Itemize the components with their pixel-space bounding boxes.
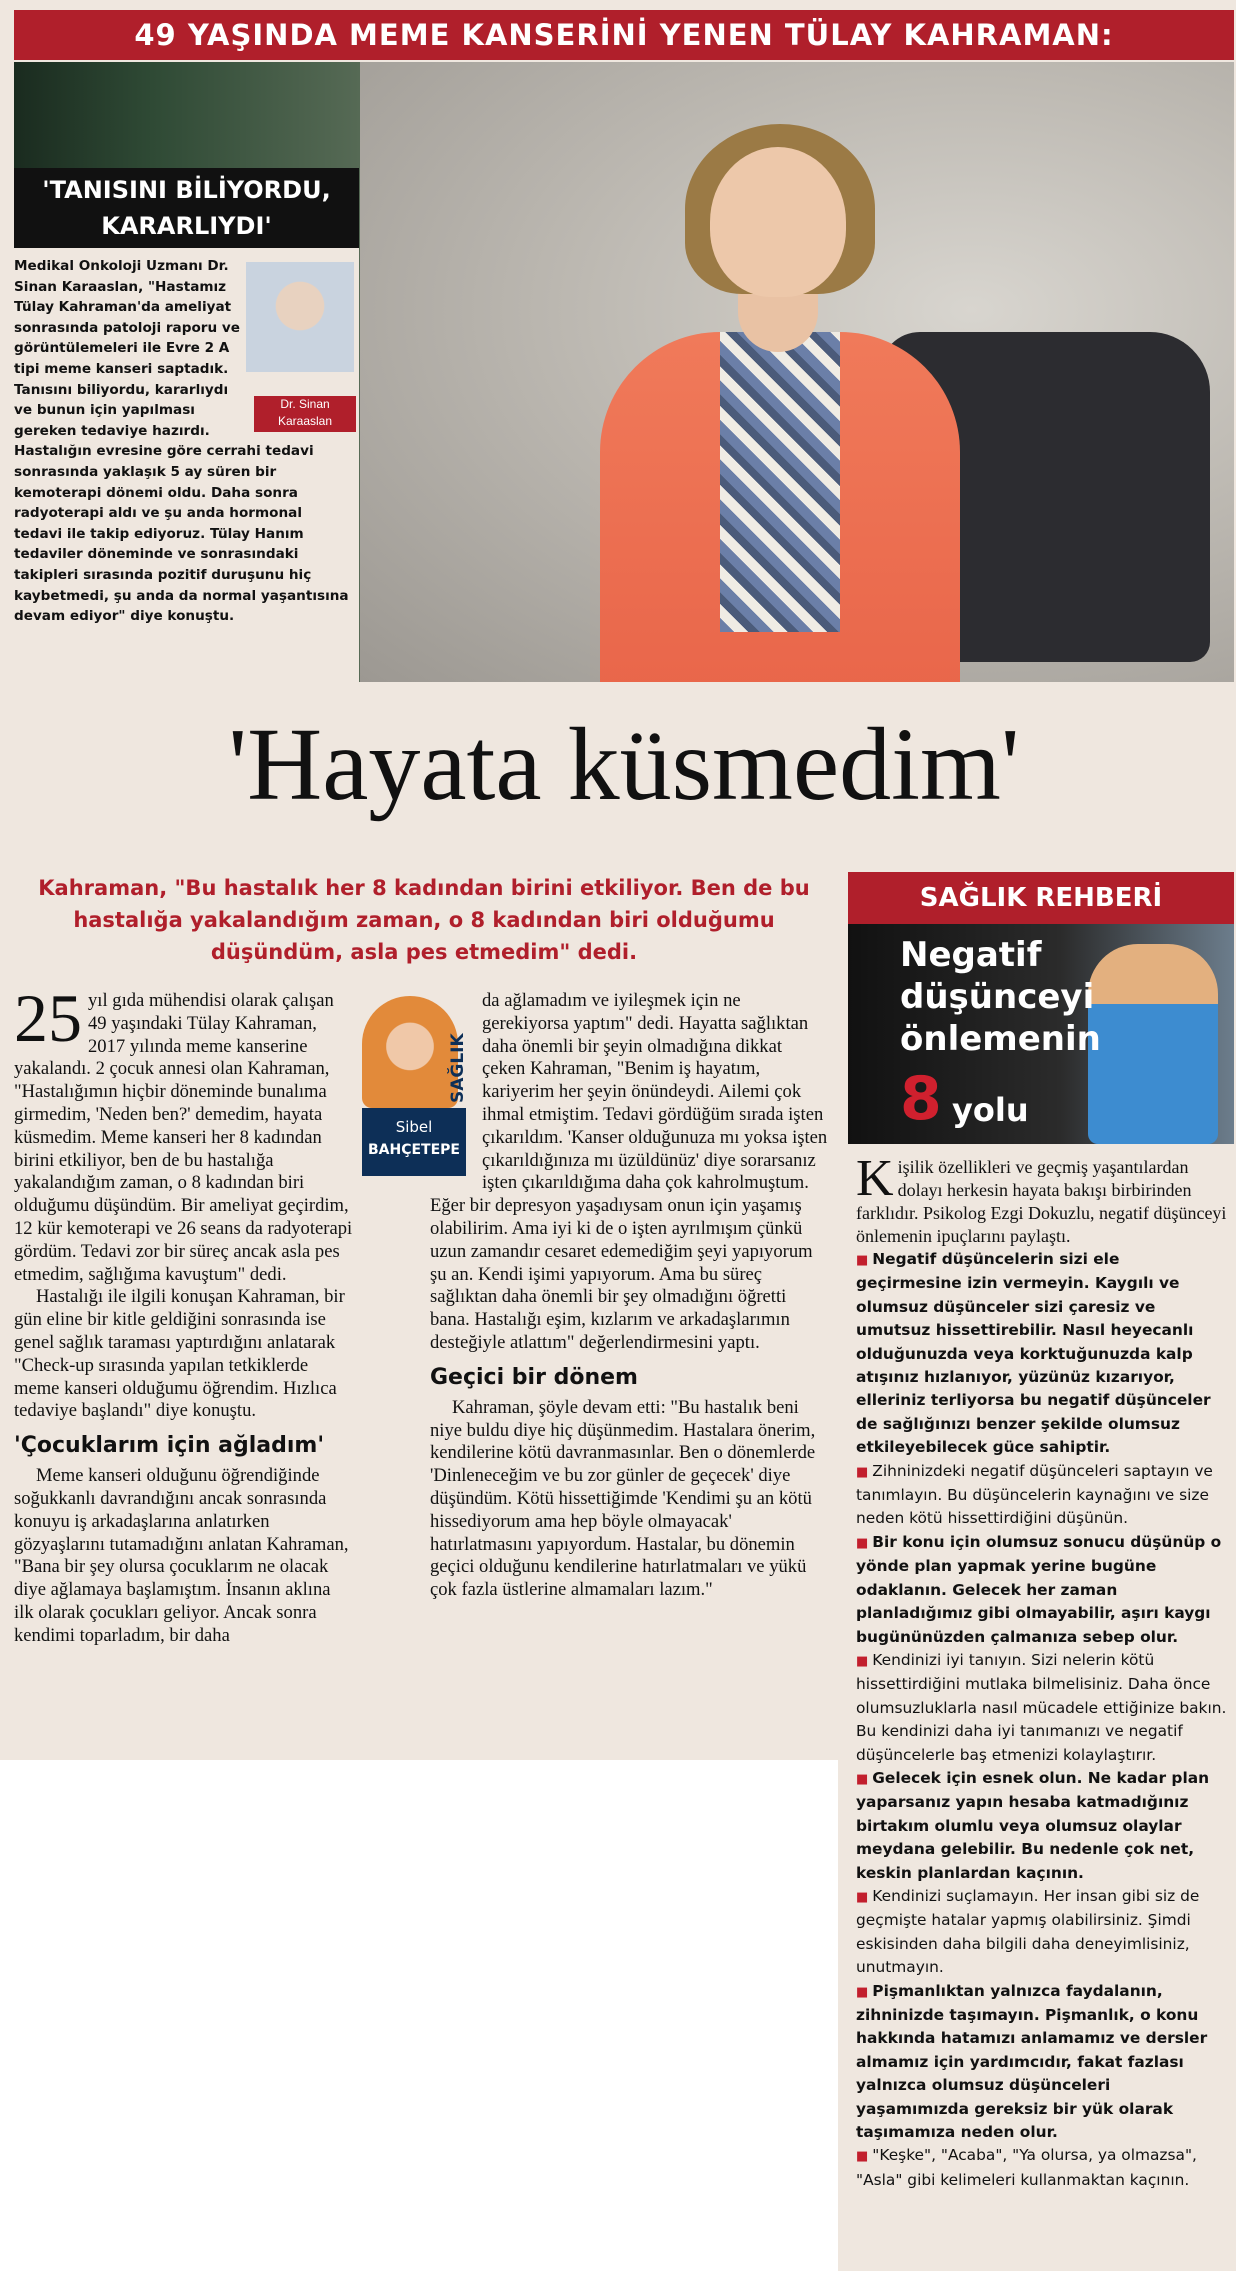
article-paragraph-4-text: da ağlamadım ve iyileşmek için ne gerekiyorsa yaptım" dedi. Hayatta sağlıktan daha önemli bir şeyin olmadığına dikkat çeken Kahraman, "Benim iş hayatım, kariyerim her şeyin önündeydi. Ailemi çok ihmal etmiştim. Tedavi gördüğüm sırada işten çıkarıldım. 'Kanser olduğunuza mı yoksa işten çıkarıldığınıza mı üzüldünüz' diye sorarsanız işten çıkarıldığıma daha çok kahrolmuştum. Eğer bir depresyon yaşadıysam onun için yaşamış olabilirim. Ama iyi ki de o işten ayrılmışım çünkü uzun zamandır cesaret edemediğim şeyi yapıyorum şu an. Kendi işimi yapıyorum. Ama bu süreç sağlıktan daha önemli bir şey olmadığını öğretti bana. Hastalığı eşim, kızlarım ve arkadaşlarımın desteğiyle atlattım" değerlendirmesini yaptı.: [430, 990, 828, 1353]
guide-tip: [856, 1767, 1228, 1885]
section-label: SAĞLIK: [448, 1033, 468, 1103]
guide-header: SAĞLIK REHBERİ: [848, 872, 1234, 924]
guide-title: [900, 934, 1120, 1060]
bullet-icon: ■: [856, 1464, 869, 1480]
subhead-children: 'Çocuklarım için ağladım': [14, 1433, 325, 1459]
headline: 'Hayata küsmedim': [228, 707, 1020, 822]
guide-title-line1: Negatif: [900, 935, 1042, 975]
article-paragraph-4: [430, 990, 828, 1355]
guide-number: 8: [900, 1064, 942, 1134]
article-paragraph-2: Hastalığı ile ilgili konuşan Kahraman, bir gün eline bir kitle geldiğini sonrasında ise genel sağlık taraması yaptırdığını anlatarak "Check-up sırasında yapılan tetkiklerde meme kanseri olduğumu öğrendim. Hızlıca tedaviye başlandı" diye konuştu.: [14, 1286, 345, 1422]
bullet-icon: ■: [856, 1984, 869, 2000]
guide-title-line2: düşünceyi: [900, 977, 1095, 1017]
guide-tip-text: Zihninizdeki negatif düşünceleri saptayın ve tanımlayın. Bu düşüncelerin kaynağını ve size neden kötü hissettirdiğini düşünün.: [856, 1461, 1213, 1528]
blouse-shape: [720, 332, 840, 632]
guide-intro: [856, 1150, 1228, 1248]
guide-tip: [856, 1248, 1228, 1460]
guide-title-box: [848, 924, 1234, 1144]
guide-title-line3: önlemenin: [900, 1019, 1101, 1059]
face-shape: [710, 147, 846, 297]
bullet-icon: ■: [856, 2149, 869, 2165]
article-paragraph-3: Meme kanseri olduğunu öğrendiğinde soğukkanlı davrandığını ancak sonrasında konuyu iş arkadaşlarına anlatırken gözyaşlarını tutamadığını anlatan Kahraman, "Bana bir şey olursa çocuklarım ne olacak diye ağlamaya başlamıştım. İnsanın aklına ilk olarak çocukları geliyor. Ancak sonra kendimi toparladım, bir daha: [14, 1465, 349, 1646]
doctor-quote-box: [14, 168, 359, 248]
guide-tip: [856, 1980, 1228, 2145]
guide-number-word: yolu: [952, 1091, 1029, 1129]
guide-tip-text: Kendinizi suçlamayın. Her insan gibi siz de geçmişte hatalar yapmış olabilirsiniz. Şimdi eskisinden daha bilgili daha deneyimlisiniz, unutmayın.: [856, 1886, 1200, 1977]
guide-tip-text: Pişmanlıktan yalnızca faydalanın, zihninizde taşımayın. Pişmanlık, o konu hakkında hatamızı anlamamız ve dersler almamız için yardımcıdır, fakat fazlası yalnızca olumsuz düşünceleri yaşamımızda gereksiz bir yük olarak taşımamıza neden olur.: [856, 1981, 1208, 2142]
guide-tip-text: Gelecek için esnek olun. Ne kadar plan yaparsanız yapın hesaba katmadığınız birtakım olumlu veya olumsuz olaylar meydana gelebilir. Bu nedenle çok net, keskin planlardan kaçının.: [856, 1768, 1210, 1882]
subhead-temporary: Geçici bir dönem: [430, 1364, 638, 1390]
dropcap: 25: [14, 980, 82, 1056]
article-column-1: [14, 980, 354, 1648]
guide-tip: [856, 1531, 1228, 1649]
guide-text: [856, 1150, 1228, 2192]
author-first-name: Sibel: [395, 1118, 433, 1136]
guide-intro-text: işilik özellikleri ve geçmiş yaşantılardan dolayı herkesin hayata bakışı birbirinden farklıdır. Psikolog Ezgi Dokuzlu, negatif düşünceyi önlemenin ipuçlarını paylaştı.: [856, 1157, 1227, 1246]
doctor-caption-line1: Dr. Sinan: [280, 397, 330, 411]
guide-tip-text: Negatif düşüncelerin sizi ele geçirmesine izin vermeyin. Kaygılı ve olumsuz düşünceler sizi çaresiz ve umutsuz hissettirebilir. Nasıl heyecanlı olduğunuzda veya korktuğunuzda kalp atışınız hızlanıyor, yüzünüz kızarıyor, elleriniz terliyorsa bu negatif düşünceler de sağlığınızı benzer şekilde olumsuz etkileyebilecek güce sahiptir.: [856, 1250, 1211, 1457]
guide-tip: [856, 1460, 1228, 1531]
guide-dropcap: K: [856, 1150, 894, 1207]
bullet-icon: ■: [856, 1653, 869, 1669]
main-photo: [360, 62, 1234, 682]
article-paragraph-5: Kahraman, şöyle devam etti: "Bu hastalık beni niye buldu diye hiç düşünmedim. Hastalara önerim, kendilerine kötü davranmasınlar. Ben o dönemlerde 'Dinleneceğim ve bu zor günler de geçecek' diye düşündüm. Kötü hissettiğimde 'Kendimi şu an kötü hissediyorum ama hep böyle olmayacak' hatırlatmasını yapıyordum. Hastalar, bu dönemin geçici olduğunu kendilerine hatırlatmaları ve yükü çok fazla üstlerine almamaları lazım.": [430, 1396, 816, 1601]
guide-tip: [856, 1649, 1228, 1767]
guide-tip-text: Kendinizi iyi tanıyın. Sizi nelerin kötü hissettirdiğini mutlaka bilmelisiniz. Daha önce olumsuzluklarla nasıl mücadele ettiğinize bakın. Bu kendinizi daha iyi tanımanızı ve negatif düşüncelerle baş etmenizi kolaylaştırır.: [856, 1650, 1227, 1764]
bullet-icon: ■: [856, 1535, 869, 1551]
top-banner: 49 YAŞINDA MEME KANSERİNİ YENEN TÜLAY KAHRAMAN:: [14, 10, 1234, 60]
bullet-icon: ■: [856, 1889, 869, 1905]
doctor-caption-line2: Karaaslan: [277, 414, 333, 428]
guide-tip-text: Bir konu için olumsuz sonucu düşünüp o yönde plan yapmak yerine bugüne odaklanın. Gelecek her zaman planladığımız gibi olmayabilir, aşırı kaygı bugününüzden çalmanıza sebep olur.: [856, 1532, 1222, 1646]
guide-tip: [856, 1885, 1228, 1980]
bullet-icon: ■: [856, 1771, 869, 1787]
guide-tip-text: "Keşke", "Acaba", "Ya olursa, ya olmazsa", "Asla" gibi kelimeleri kullanmaktan kaçının.: [856, 2146, 1197, 2189]
doctor-panel: [14, 248, 359, 682]
bullet-icon: ■: [856, 1253, 869, 1268]
article-paragraph-1-text: yıl gıda mühendisi olarak çalışan 49 yaşındaki Tülay Kahraman, 2017 yılında meme kanserine yakalandı. 2 çocuk annesi olan Kahraman, "Hastalığımın hiçbir döneminde bunalıma girmedim, 'Neden ben?' demedim, hayata küsmedim. Meme kanseri her 8 kadından birini etkiliyor, ben de bu hastalığa yakalandığım zaman, o 8 kadından biri olduğumu düşündüm. Bir ameliyat geçirdim, 12 kür kemoterapi ve 26 seans da radyoterapi gördüm. Tedavi zor bir süreç ancak asla pes etmedim, sağlığıma kavuştum" dedi.: [14, 990, 353, 1285]
article-paragraph-1: [14, 980, 354, 1286]
guide-tips-list: [856, 1248, 1228, 2192]
author-last-name: BAHÇETEPE: [368, 1142, 460, 1158]
article-column-2: [430, 990, 828, 1602]
guide-tip: [856, 2144, 1228, 2192]
doctor-statement-text: Medikal Onkoloji Uzmanı Dr. Sinan Karaaslan, "Hastamız Tülay Kahraman'da ameliyat sonrasında patoloji raporu ve görüntülemeleri ile Evre 2 A tipi meme kanseri saptadık. Tanısını biliyordu, kararlıydı ve bunun için yapılması gereken tedaviye hazırdı. Hastalığın evresine göre cerrahi tedavi sonrasında yaklaşık 5 ay süren bir kemoterapi dönemi oldu. Daha sonra radyoterapi aldı ve şu anda hormonal tedavi ile takip ediyoruz. Tülay Hanım tedaviler döneminde ve sonrasındaki takipleri sırasında pozitif duruşunu hiç kaybetmedi, şu anda da normal yaşantısına devam ediyor" diye konuştu.: [14, 258, 349, 625]
lead-paragraph: Kahraman, "Bu hastalık her 8 kadından birini etkiliyor. Ben de bu hastalığa yakalandığım zaman, o 8 kadından biri olduğumu düşündüm, asla pes etmedim" dedi.: [38, 876, 810, 964]
doctor-statement: [14, 256, 354, 627]
doctor-quote-line2: KARARLIYDI': [101, 212, 272, 240]
doctor-quote-line1: 'TANISINI BİLİYORDU,: [42, 176, 331, 204]
